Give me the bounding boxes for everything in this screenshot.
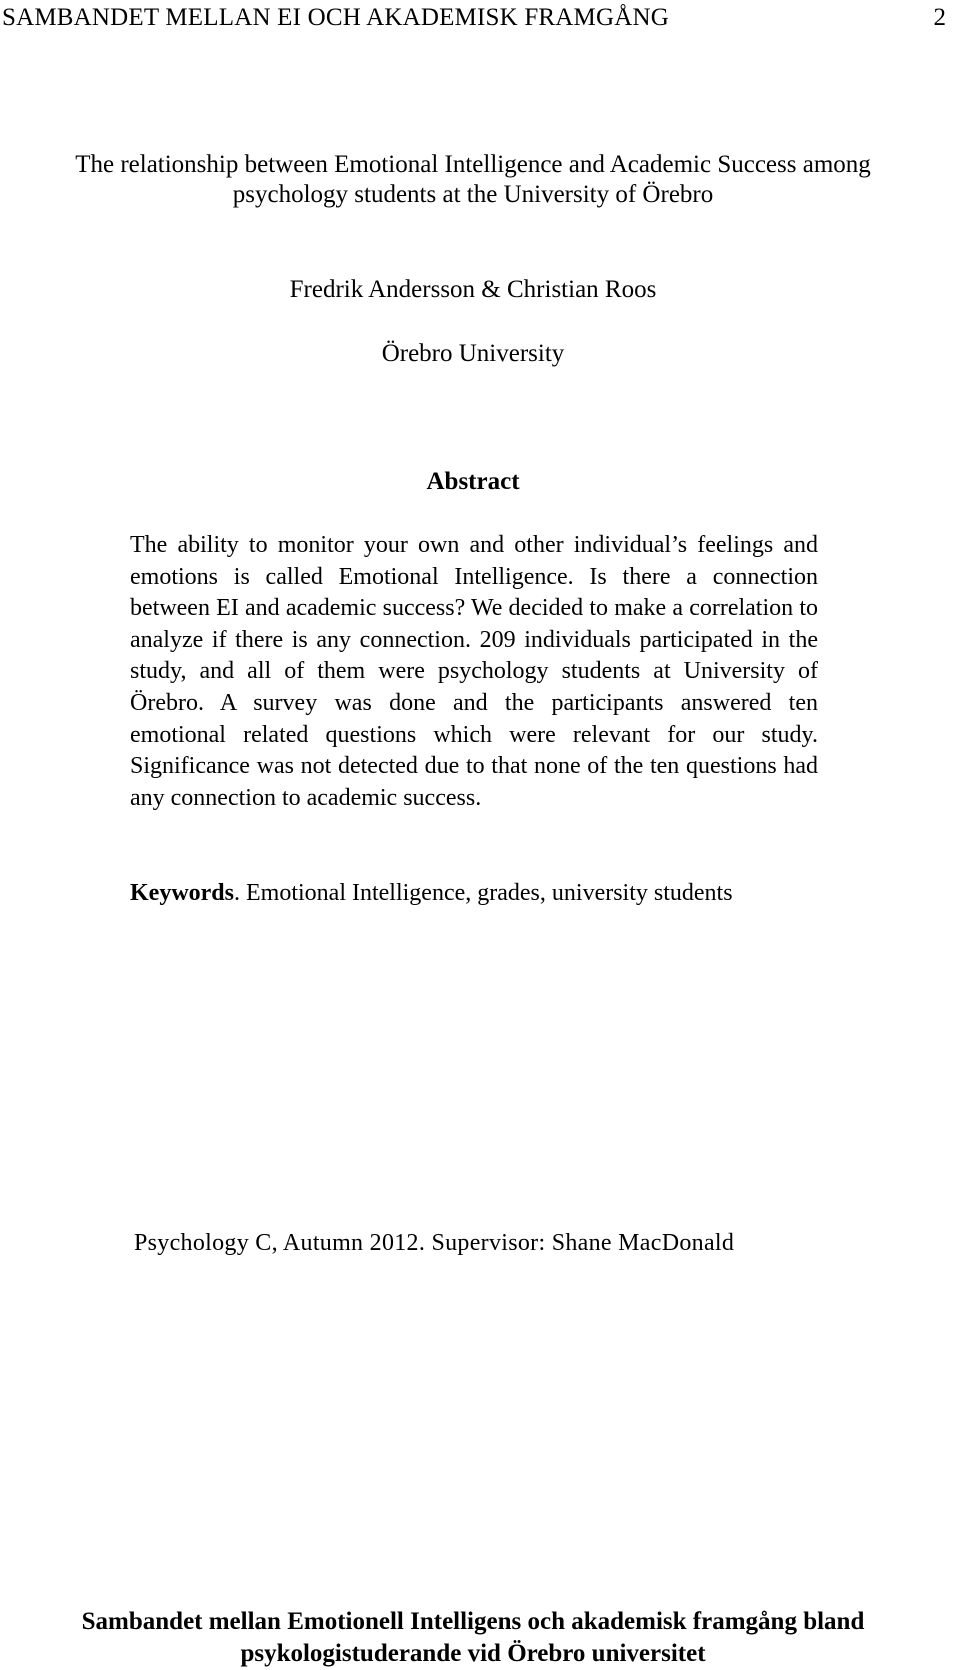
- abstract-body: The ability to monitor your own and other individual’s feelings and emotions is called Emotional Intelligence. Is there a connection between EI and academic success? We decided to make a correlation to analyze if there is any connection. 209 individuals participated in the study, and all of them were psychology students at University of Örebro. A survey was done and the participants answered ten emotional related questions which were relevant for our study. Significance was not detected due to that none of the ten questions had any connection to academic success.: [130, 532, 818, 811]
- swedish-title: [0, 1606, 946, 1670]
- keywords: [130, 880, 850, 907]
- swedish-title-line-1: Sambandet mellan Emotionell Intelligens och akademisk framgång bland: [81, 1608, 865, 1635]
- page-number: 2: [933, 4, 946, 31]
- swedish-title-line-2: psykologistuderande vid Örebro universitet: [240, 1640, 706, 1667]
- keywords-text: . Emotional Intelligence, grades, university students: [234, 880, 733, 906]
- abstract-heading: Abstract: [426, 468, 520, 495]
- keywords-label: Keywords: [130, 880, 234, 906]
- course-info: Psychology C, Autumn 2012. Supervisor: Shane MacDonald: [134, 1230, 735, 1256]
- paper-title-line-1: The relationship between Emotional Intelligence and Academic Success among: [75, 151, 871, 178]
- authors: Fredrik Andersson & Christian Roos: [289, 276, 657, 303]
- paper-title: [0, 150, 946, 210]
- affiliation: Örebro University: [381, 340, 565, 367]
- running-head: SAMBANDET MELLAN EI OCH AKADEMISK FRAMGÅNG: [2, 4, 669, 31]
- paper-title-line-2: psychology students at the University of Örebro: [232, 181, 714, 208]
